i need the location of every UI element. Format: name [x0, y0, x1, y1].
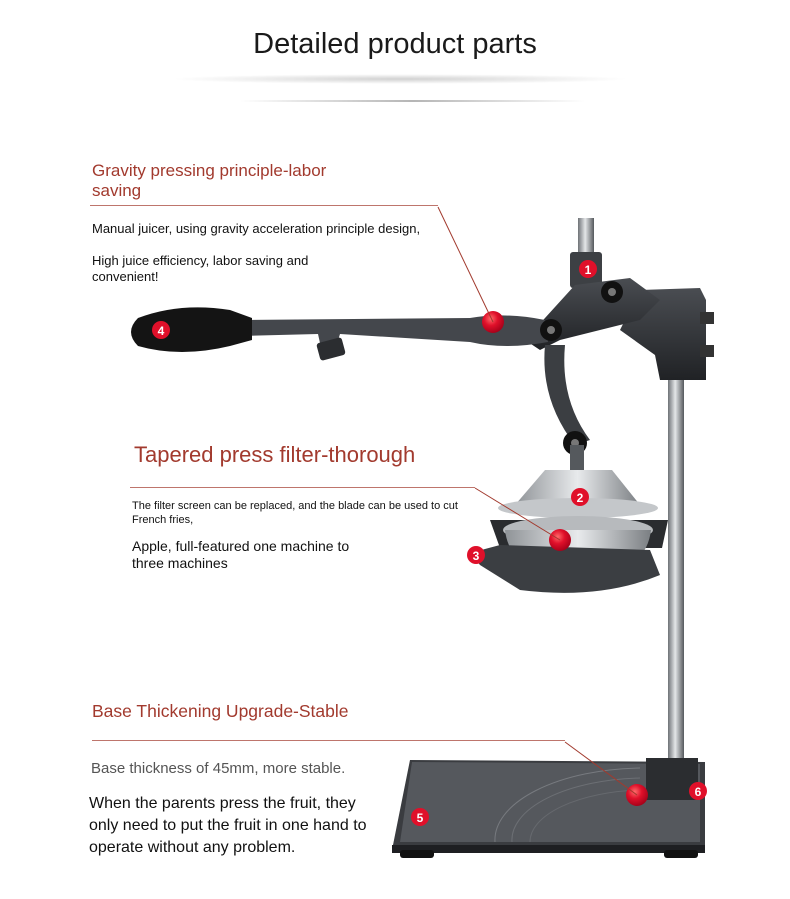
section-2-rule [130, 487, 475, 488]
page-title: Detailed product parts [253, 28, 537, 60]
section-3-line-2: When the parents press the fruit, they only need to put the fruit in one hand to operate without any problem. [89, 795, 367, 856]
part-badge-5 [411, 808, 429, 826]
part-badge-3 [467, 546, 485, 564]
section-3-heading: Base Thickening Upgrade-Stable [92, 701, 349, 721]
part-label-5: 5 [416, 811, 424, 825]
part-label-4: 4 [157, 324, 165, 338]
part-label-1: 1 [584, 263, 592, 277]
section-3-rule [92, 740, 565, 741]
part-label-3: 3 [472, 549, 480, 563]
part-label-2: 2 [576, 491, 584, 505]
section-2-heading: Tapered press filter-thorough [134, 442, 416, 467]
part-label-6: 6 [694, 785, 702, 799]
section-2-line-2: Apple, full-featured one machine to three machines [132, 538, 350, 571]
section-1-heading: Gravity pressing principle-labor saving [92, 161, 327, 200]
section-1-line-2: High juice efficiency, labor saving and convenient! [92, 253, 309, 284]
part-badge-4 [152, 321, 170, 339]
part-badge-2 [571, 488, 589, 506]
section-1-rule [90, 205, 438, 206]
section-2-line-1: The filter screen can be replaced, and the blade can be used to cut French fries, [132, 500, 458, 526]
part-badge-6 [689, 782, 707, 800]
section-1-line-1: Manual juicer, using gravity acceleration principle design, [92, 221, 421, 236]
section-3-line-1: Base thickness of 45mm, more stable. [91, 760, 346, 777]
support-pole [668, 380, 684, 770]
part-badge-1 [579, 260, 597, 278]
